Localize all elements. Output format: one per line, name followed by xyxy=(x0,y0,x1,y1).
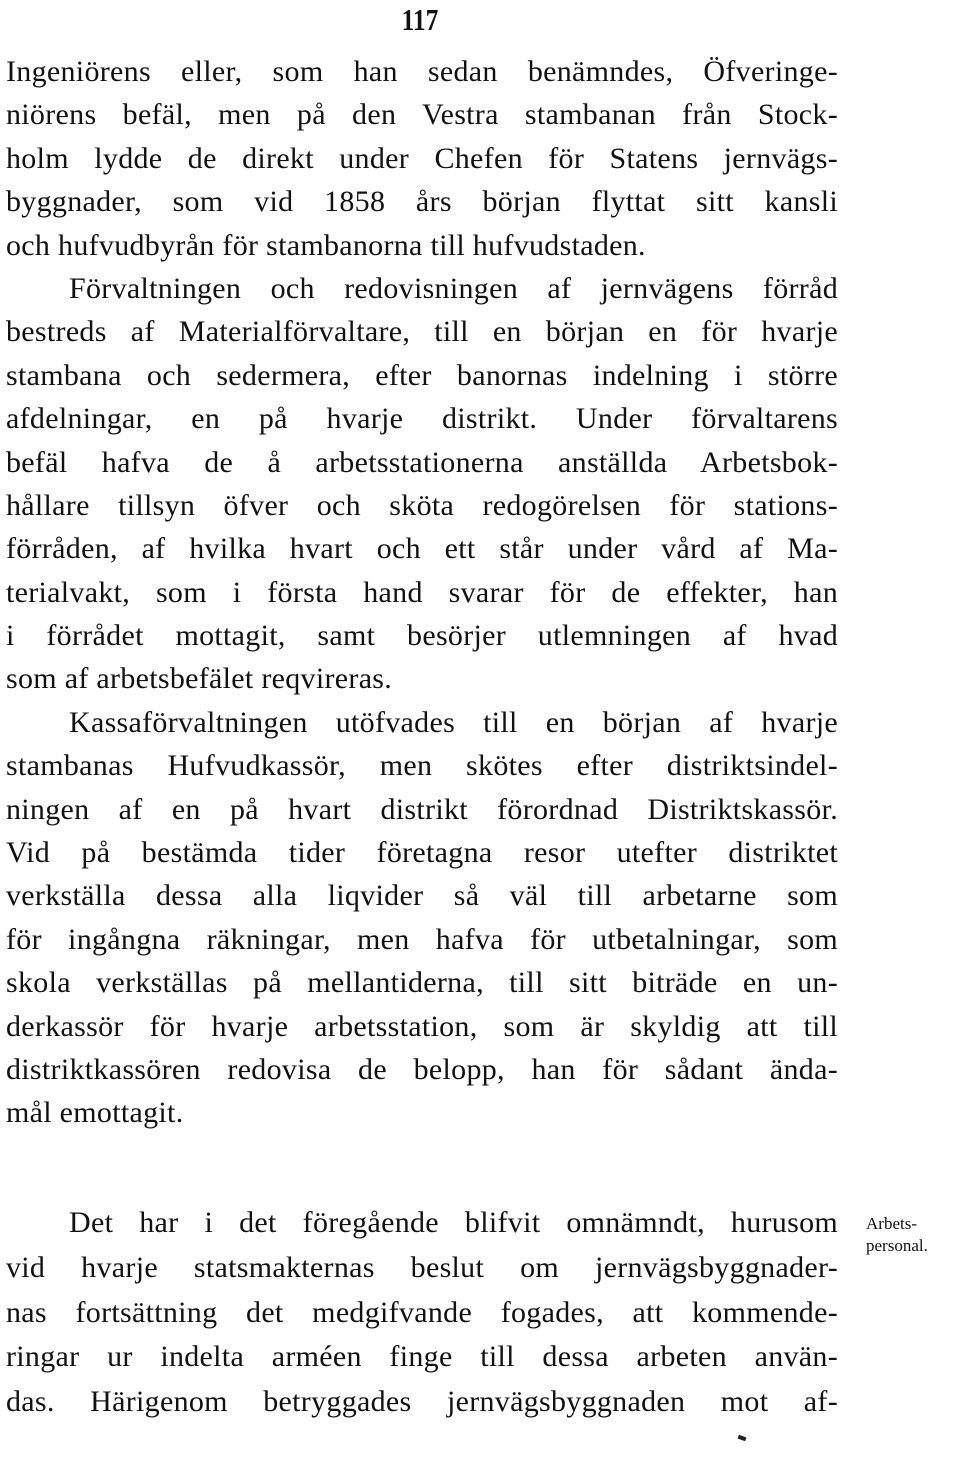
text-line: mål emottagit. xyxy=(6,1096,184,1130)
text-line: i förrådet mottagit, samt besörjer utlemningen af hvad xyxy=(6,619,838,653)
text-line: das. Härigenom betryggades jernvägsbyggnaden mot af- xyxy=(6,1385,838,1419)
text-line: distriktkassören redovisa de belopp, han för sådant ända- xyxy=(6,1052,838,1086)
text-line: Förvaltningen och redovisningen af jernvägens förråd xyxy=(69,271,838,305)
marginal-note-line: personal. xyxy=(866,1236,928,1255)
text-line: bestreds af Materialförvaltare, till en början en för hvarje xyxy=(6,315,838,349)
text-line: derkassör för hvarje arbetsstation, som är skyldig att till xyxy=(6,1009,838,1043)
text-line: för ingångna räkningar, men hafva för utbetalningar, som xyxy=(6,922,838,956)
page-number: 117 xyxy=(401,2,439,37)
text-line: skola verkställas på mellantiderna, till sitt biträde en un- xyxy=(6,966,838,1000)
text-line: byggnader, som vid 1858 års början flyttat sitt kansli xyxy=(6,185,838,219)
text-line: holm lydde de direkt under Chefen för Statens jernvägs- xyxy=(6,141,838,175)
text-line: Kassaförvaltningen utöfvades till en början af hvarje xyxy=(69,705,838,739)
text-line: befäl hafva de å arbetsstationerna anställda Arbetsbok- xyxy=(6,445,838,479)
text-line: stambanas Hufvudkassör, men skötes efter distriktsindel- xyxy=(6,749,838,783)
text-line: ningen af en på hvart distrikt förordnad Distriktskassör. xyxy=(6,792,838,826)
text-line: Det har i det föregående blifvit omnämndt, hurusom xyxy=(69,1206,838,1239)
text-line: vid hvarje statsmakternas beslut om jernvägsbyggnader- xyxy=(6,1250,838,1284)
body-text-section-1 xyxy=(6,50,838,1135)
text-line: som af arbetsbefälet reqvireras. xyxy=(6,662,393,696)
text-line: verkställa dessa alla liqvider så väl till arbetarne som xyxy=(6,879,838,913)
text-line: förråden, af hvilka hvart och ett står under vård af Ma- xyxy=(6,532,838,566)
text-line: Ingeniörens eller, som han sedan benämndes, Öfveringe- xyxy=(6,55,838,88)
marginal-note xyxy=(866,1213,958,1257)
text-line: stambana och sedermera, efter banornas indelning i större xyxy=(6,358,838,392)
text-line: niörens befäl, men på den Vestra stambanan från Stock- xyxy=(6,98,838,132)
text-line: ringar ur indelta arméen finge till dessa arbeten använ- xyxy=(6,1340,838,1374)
text-line: och hufvudbyrån för stambanorna till hufvudstaden. xyxy=(6,228,646,262)
marginal-note-line: Arbets- xyxy=(866,1214,917,1233)
text-line: Vid på bestämda tider företagna resor utefter distriktet xyxy=(6,836,838,870)
text-line: terialvakt, som i första hand svarar för de effekter, han xyxy=(6,575,838,609)
body-text-section-2 xyxy=(6,1201,838,1425)
text-line: hållare tillsyn öfver och sköta redogörelsen för stations- xyxy=(6,488,838,522)
ink-mark xyxy=(738,1435,747,1441)
text-line: nas fortsättning det medgifvande fogades, att kommende- xyxy=(6,1295,838,1329)
text-line: afdelningar, en på hvarje distrikt. Under förvaltarens xyxy=(6,402,838,436)
